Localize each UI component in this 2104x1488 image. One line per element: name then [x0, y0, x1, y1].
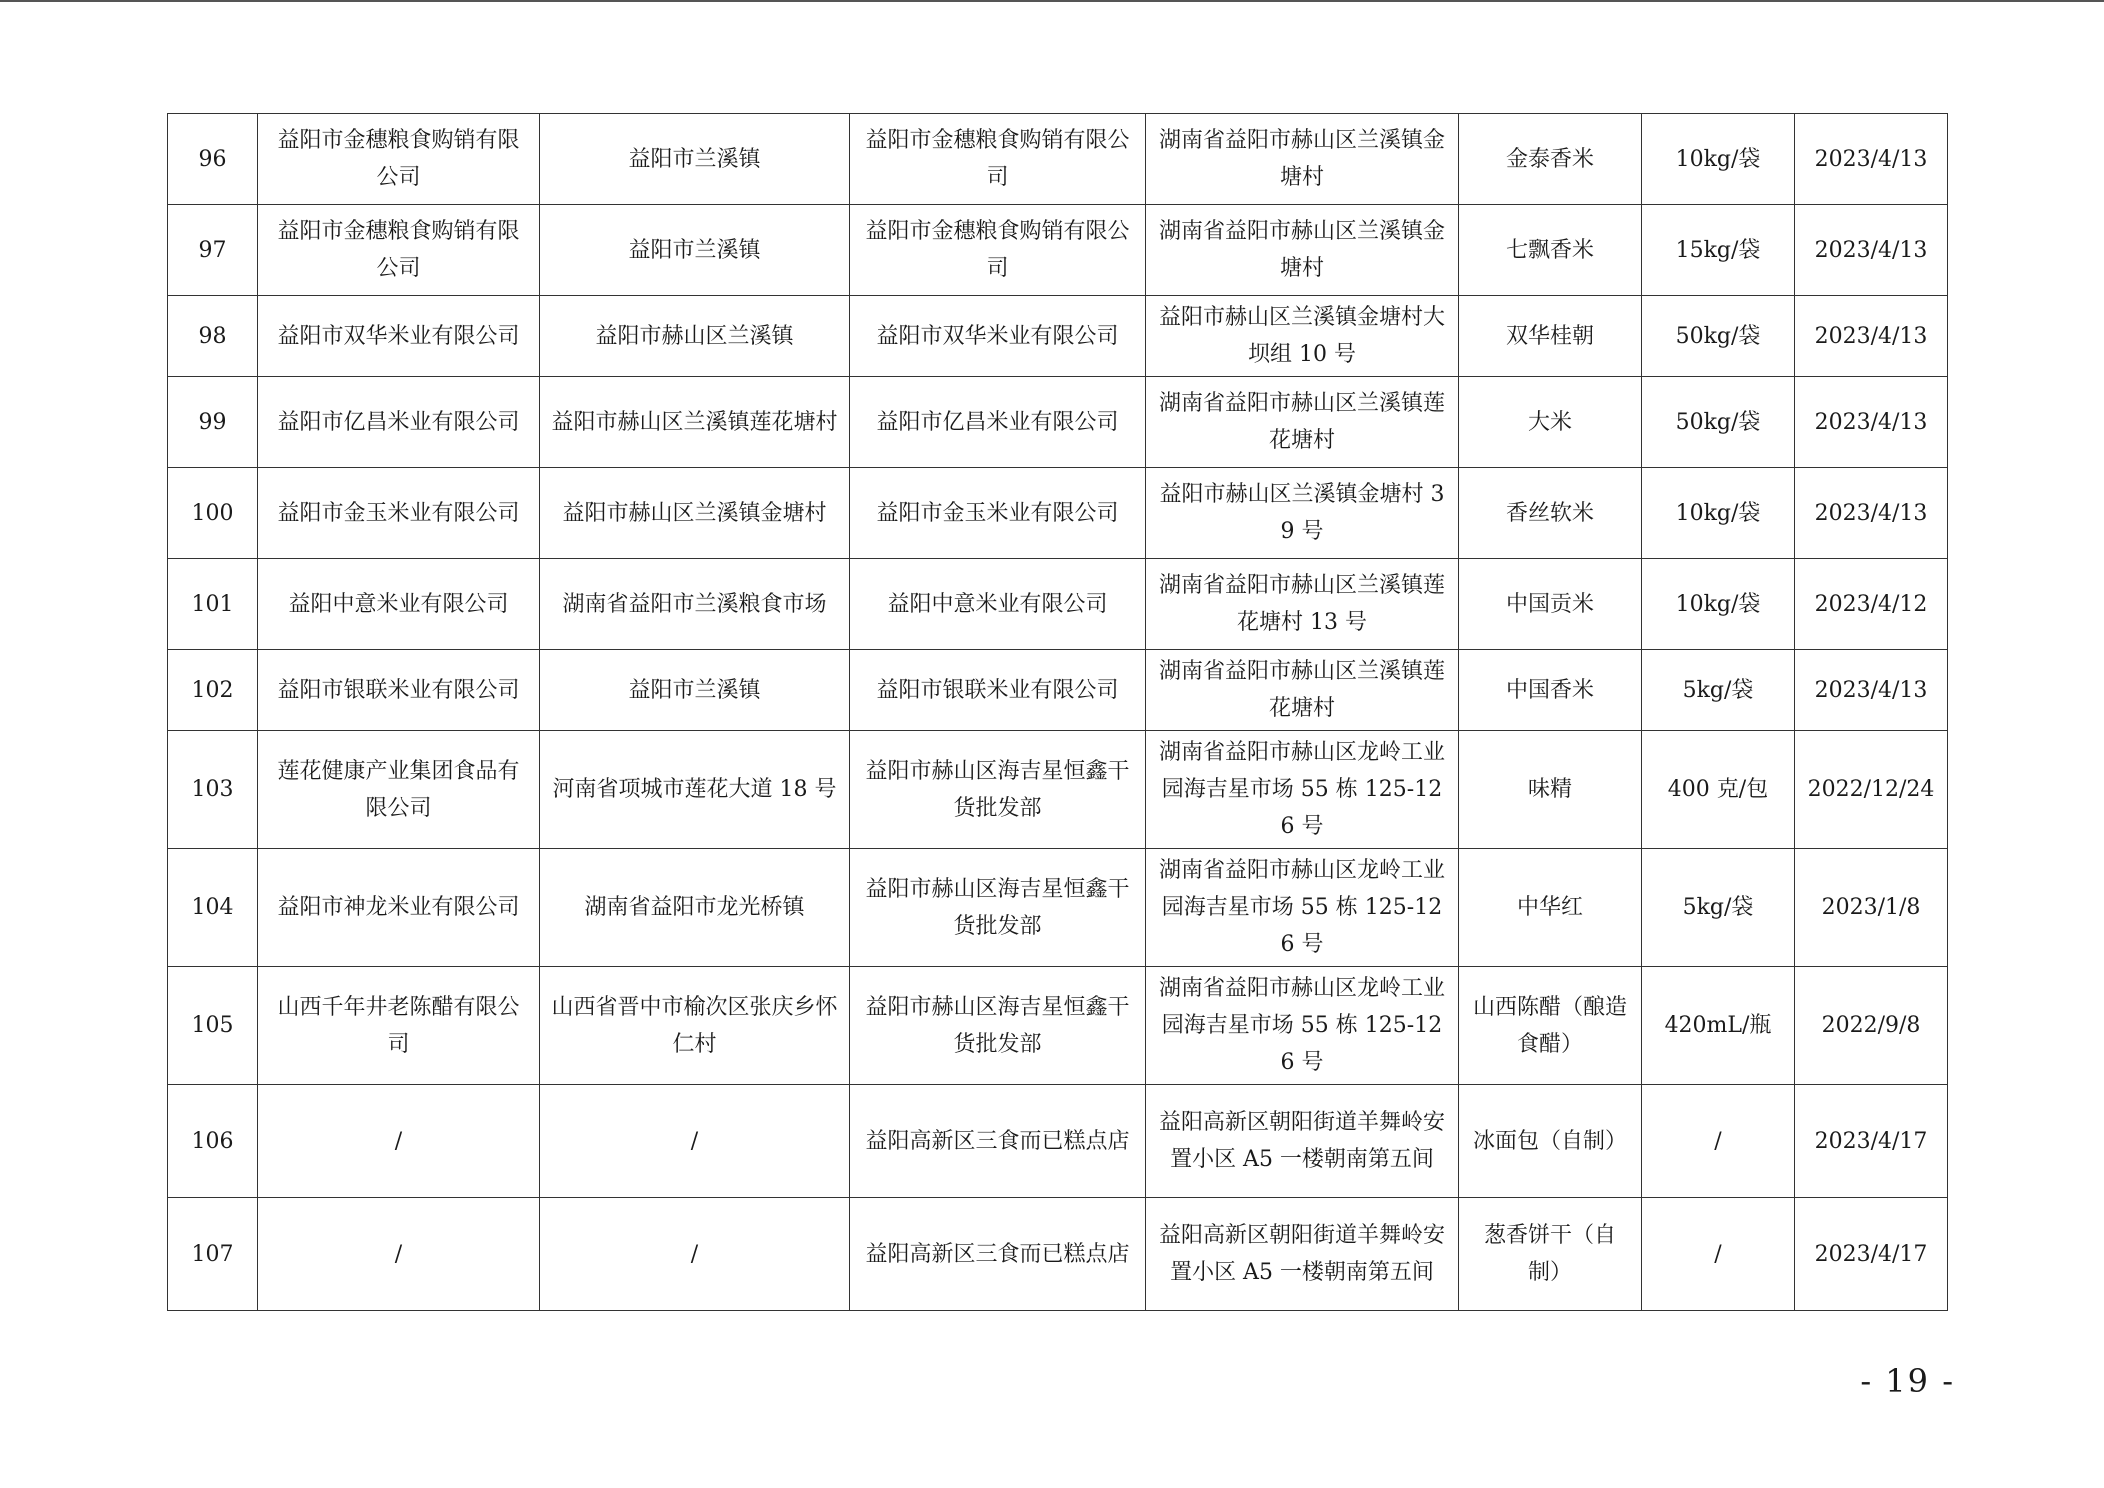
cell-specification: 15kg/袋 — [1642, 205, 1795, 296]
cell-producer-address: 益阳市兰溪镇 — [540, 205, 850, 296]
sampling-table-container — [167, 113, 1947, 1311]
table-row — [168, 1198, 1948, 1311]
table-row — [168, 468, 1948, 559]
cell-product-name: 香丝软米 — [1459, 468, 1642, 559]
cell-product-name: 中华红 — [1459, 849, 1642, 967]
cell-production-date: 2023/4/12 — [1795, 559, 1948, 650]
cell-producer-address: 益阳市兰溪镇 — [540, 114, 850, 205]
cell-number: 107 — [168, 1198, 258, 1311]
cell-sampled-address: 湖南省益阳市赫山区兰溪镇莲花塘村 — [1146, 650, 1459, 731]
cell-producer: 山西千年井老陈醋有限公司 — [258, 967, 540, 1085]
cell-sampled-address: 湖南省益阳市赫山区龙岭工业园海吉星市场 55 栋 125-126 号 — [1146, 731, 1459, 849]
cell-producer-address: / — [540, 1085, 850, 1198]
cell-specification: 5kg/袋 — [1642, 650, 1795, 731]
cell-sampled-unit: 益阳市赫山区海吉星恒鑫干货批发部 — [850, 731, 1146, 849]
cell-specification: 5kg/袋 — [1642, 849, 1795, 967]
sampling-table — [167, 113, 1948, 1311]
cell-specification: 50kg/袋 — [1642, 296, 1795, 377]
cell-producer: 益阳市神龙米业有限公司 — [258, 849, 540, 967]
cell-specification: / — [1642, 1085, 1795, 1198]
cell-producer-address: 益阳市赫山区兰溪镇金塘村 — [540, 468, 850, 559]
cell-production-date: 2023/1/8 — [1795, 849, 1948, 967]
cell-number: 101 — [168, 559, 258, 650]
cell-specification: 10kg/袋 — [1642, 114, 1795, 205]
cell-sampled-address: 湖南省益阳市赫山区兰溪镇莲花塘村 13 号 — [1146, 559, 1459, 650]
table-row — [168, 559, 1948, 650]
cell-product-name: 七飘香米 — [1459, 205, 1642, 296]
cell-producer: 益阳市金玉米业有限公司 — [258, 468, 540, 559]
cell-producer-address: 益阳市兰溪镇 — [540, 650, 850, 731]
cell-product-name: 金泰香米 — [1459, 114, 1642, 205]
cell-number: 100 — [168, 468, 258, 559]
cell-product-name: 冰面包（自制） — [1459, 1085, 1642, 1198]
table-row — [168, 114, 1948, 205]
cell-sampled-address: 湖南省益阳市赫山区兰溪镇莲花塘村 — [1146, 377, 1459, 468]
cell-sampled-address: 湖南省益阳市赫山区兰溪镇金塘村 — [1146, 205, 1459, 296]
cell-production-date: 2022/9/8 — [1795, 967, 1948, 1085]
cell-producer: 益阳中意米业有限公司 — [258, 559, 540, 650]
cell-producer-address: 益阳市赫山区兰溪镇莲花塘村 — [540, 377, 850, 468]
cell-producer-address: 湖南省益阳市兰溪粮食市场 — [540, 559, 850, 650]
cell-specification: 10kg/袋 — [1642, 468, 1795, 559]
cell-production-date: 2023/4/13 — [1795, 468, 1948, 559]
cell-sampled-address: 益阳高新区朝阳街道羊舞岭安置小区 A5 一楼朝南第五间 — [1146, 1085, 1459, 1198]
cell-specification: / — [1642, 1198, 1795, 1311]
cell-producer-address: 益阳市赫山区兰溪镇 — [540, 296, 850, 377]
cell-sampled-unit: 益阳市亿昌米业有限公司 — [850, 377, 1146, 468]
cell-product-name: 山西陈醋（酿造食醋） — [1459, 967, 1642, 1085]
table-row — [168, 731, 1948, 849]
table-row — [168, 849, 1948, 967]
table-row — [168, 205, 1948, 296]
cell-producer-address: 河南省项城市莲花大道 18 号 — [540, 731, 850, 849]
cell-producer: 益阳市金穗粮食购销有限公司 — [258, 114, 540, 205]
top-border-line — [0, 0, 2104, 2]
cell-specification: 420mL/瓶 — [1642, 967, 1795, 1085]
cell-sampled-unit: 益阳市金穗粮食购销有限公司 — [850, 205, 1146, 296]
cell-sampled-address: 益阳市赫山区兰溪镇金塘村大坝组 10 号 — [1146, 296, 1459, 377]
cell-producer: / — [258, 1085, 540, 1198]
cell-product-name: 葱香饼干（自制） — [1459, 1198, 1642, 1311]
cell-sampled-unit: 益阳市赫山区海吉星恒鑫干货批发部 — [850, 849, 1146, 967]
cell-producer-address: 山西省晋中市榆次区张庆乡怀仁村 — [540, 967, 850, 1085]
cell-number: 97 — [168, 205, 258, 296]
cell-sampled-unit: 益阳市银联米业有限公司 — [850, 650, 1146, 731]
cell-producer: 益阳市金穗粮食购销有限公司 — [258, 205, 540, 296]
cell-producer: 益阳市亿昌米业有限公司 — [258, 377, 540, 468]
table-row — [168, 967, 1948, 1085]
cell-production-date: 2023/4/13 — [1795, 205, 1948, 296]
cell-sampled-address: 湖南省益阳市赫山区龙岭工业园海吉星市场 55 栋 125-126 号 — [1146, 967, 1459, 1085]
cell-specification: 400 克/包 — [1642, 731, 1795, 849]
cell-specification: 50kg/袋 — [1642, 377, 1795, 468]
cell-production-date: 2022/12/24 — [1795, 731, 1948, 849]
cell-producer: / — [258, 1198, 540, 1311]
cell-sampled-address: 益阳高新区朝阳街道羊舞岭安置小区 A5 一楼朝南第五间 — [1146, 1198, 1459, 1311]
cell-number: 106 — [168, 1085, 258, 1198]
cell-sampled-unit: 益阳高新区三食而已糕点店 — [850, 1198, 1146, 1311]
table-body — [168, 114, 1948, 1311]
cell-sampled-unit: 益阳高新区三食而已糕点店 — [850, 1085, 1146, 1198]
cell-number: 102 — [168, 650, 258, 731]
cell-production-date: 2023/4/17 — [1795, 1085, 1948, 1198]
cell-number: 104 — [168, 849, 258, 967]
cell-producer-address: / — [540, 1198, 850, 1311]
table-row — [168, 1085, 1948, 1198]
cell-number: 98 — [168, 296, 258, 377]
page-number: - 19 - — [1860, 1362, 1955, 1400]
cell-producer: 益阳市银联米业有限公司 — [258, 650, 540, 731]
cell-specification: 10kg/袋 — [1642, 559, 1795, 650]
cell-sampled-address: 益阳市赫山区兰溪镇金塘村 39 号 — [1146, 468, 1459, 559]
cell-sampled-unit: 益阳市赫山区海吉星恒鑫干货批发部 — [850, 967, 1146, 1085]
cell-producer-address: 湖南省益阳市龙光桥镇 — [540, 849, 850, 967]
cell-producer: 莲花健康产业集团食品有限公司 — [258, 731, 540, 849]
cell-product-name: 中国香米 — [1459, 650, 1642, 731]
cell-product-name: 味精 — [1459, 731, 1642, 849]
cell-number: 103 — [168, 731, 258, 849]
cell-number: 99 — [168, 377, 258, 468]
table-row — [168, 296, 1948, 377]
cell-product-name: 双华桂朝 — [1459, 296, 1642, 377]
cell-production-date: 2023/4/13 — [1795, 296, 1948, 377]
cell-sampled-unit: 益阳市金玉米业有限公司 — [850, 468, 1146, 559]
cell-product-name: 中国贡米 — [1459, 559, 1642, 650]
cell-sampled-address: 湖南省益阳市赫山区龙岭工业园海吉星市场 55 栋 125-126 号 — [1146, 849, 1459, 967]
cell-number: 105 — [168, 967, 258, 1085]
cell-number: 96 — [168, 114, 258, 205]
cell-sampled-unit: 益阳市金穗粮食购销有限公司 — [850, 114, 1146, 205]
cell-product-name: 大米 — [1459, 377, 1642, 468]
cell-production-date: 2023/4/13 — [1795, 650, 1948, 731]
cell-sampled-unit: 益阳中意米业有限公司 — [850, 559, 1146, 650]
cell-producer: 益阳市双华米业有限公司 — [258, 296, 540, 377]
cell-sampled-address: 湖南省益阳市赫山区兰溪镇金塘村 — [1146, 114, 1459, 205]
cell-production-date: 2023/4/13 — [1795, 114, 1948, 205]
cell-production-date: 2023/4/13 — [1795, 377, 1948, 468]
table-row — [168, 377, 1948, 468]
cell-production-date: 2023/4/17 — [1795, 1198, 1948, 1311]
table-row — [168, 650, 1948, 731]
cell-sampled-unit: 益阳市双华米业有限公司 — [850, 296, 1146, 377]
